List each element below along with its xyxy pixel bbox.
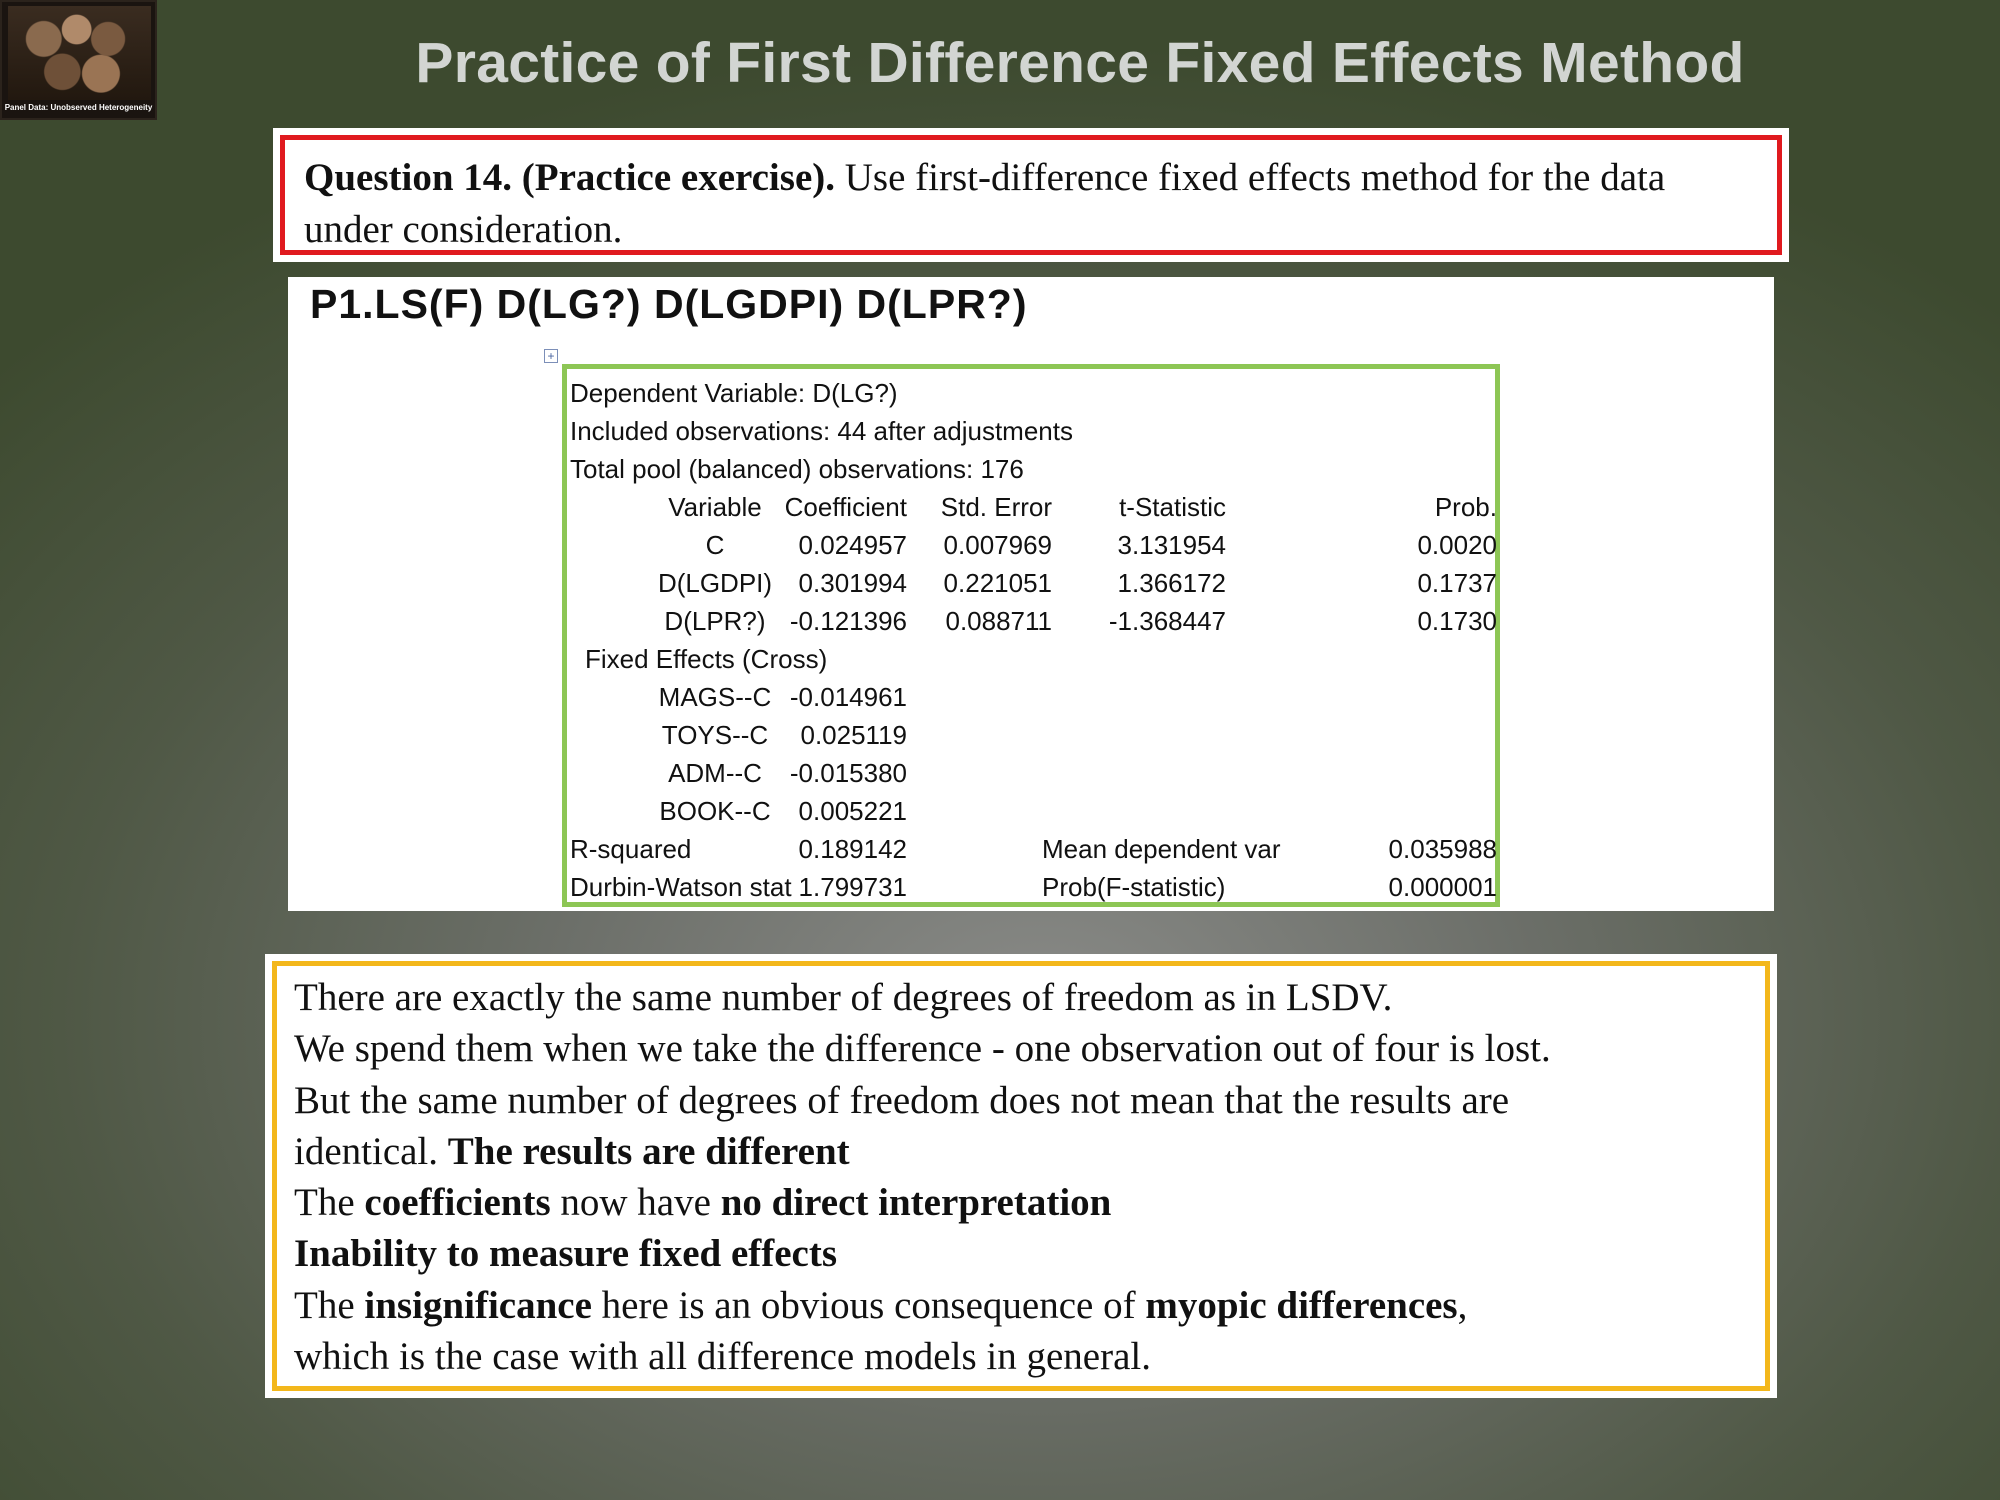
- row-tstat: -1.368447: [1108, 606, 1226, 636]
- results-table: [562, 364, 1500, 907]
- course-logo: [0, 0, 157, 120]
- row-tstat: 3.131954: [1117, 530, 1226, 560]
- row-stderr: 0.221051: [943, 568, 1052, 598]
- dependent-variable: Dependent Variable: D(LG?): [570, 378, 898, 408]
- total-observations: Total pool (balanced) observations: 176: [570, 454, 1024, 484]
- notes-box: [265, 954, 1777, 1398]
- note-emphasis: The results are different: [447, 1129, 850, 1173]
- row-tstat: 1.366172: [1117, 568, 1226, 598]
- note-line: [294, 1177, 1745, 1228]
- row-prob: 0.1730: [1417, 606, 1497, 636]
- note-emphasis: insignificance: [364, 1283, 592, 1327]
- row-coefficient: 0.301994: [798, 568, 907, 598]
- note-line: We spend them when we take the difference - one observation out of four is lost.: [294, 1027, 1551, 1071]
- row-variable: D(LGDPI): [657, 568, 773, 598]
- note-line: [294, 1126, 1745, 1177]
- note-text: The: [294, 1181, 365, 1225]
- note-text: identical.: [294, 1129, 448, 1173]
- note-line: which is the case with all difference models in general.: [294, 1335, 1151, 1379]
- note-text: The: [294, 1283, 365, 1327]
- note-text: now have: [550, 1181, 721, 1225]
- note-line: [294, 1228, 1745, 1279]
- fixed-effect-name: BOOK--C: [659, 796, 771, 826]
- included-observations: Included observations: 44 after adjustments: [570, 416, 1073, 446]
- stat-label: R-squared: [570, 834, 692, 864]
- note-text: ,: [1457, 1283, 1468, 1327]
- note-line: There are exactly the same number of degrees of freedom as in LSDV.: [294, 976, 1393, 1019]
- logo-photo: [8, 6, 151, 100]
- stat-value: 0.000001: [1388, 872, 1497, 902]
- note-emphasis: no direct interpretation: [720, 1181, 1112, 1225]
- regression-output-panel: [288, 277, 1774, 911]
- notes-text: [272, 961, 1770, 1391]
- row-coefficient: -0.121396: [789, 606, 907, 636]
- fixed-effect-value: 0.025119: [800, 720, 907, 750]
- question-box: [273, 128, 1789, 262]
- fixed-effect-value: -0.014961: [789, 682, 907, 712]
- note-emphasis: myopic differences: [1145, 1283, 1458, 1327]
- fixed-effect-name: ADM--C: [668, 758, 762, 788]
- row-prob: 0.1737: [1417, 568, 1497, 598]
- row-coefficient: 0.024957: [798, 530, 907, 560]
- logo-caption: Panel Data: Unobserved Heterogeneity: [4, 103, 153, 112]
- estimation-command: P1.LS(F) D(LG?) D(LGDPI) D(LPR?): [310, 281, 1028, 327]
- stat-value: 1.799731: [798, 872, 907, 902]
- header-prob: Prob.: [1434, 492, 1497, 522]
- stat-value: 0.035988: [1388, 834, 1497, 864]
- header-coefficient: Coefficient: [784, 492, 907, 522]
- row-prob: 0.0020: [1417, 530, 1497, 560]
- question-body: Use first-difference fixed effects method for the data under consideration.: [304, 156, 1666, 251]
- fixed-effect-name: TOYS--C: [661, 720, 769, 750]
- header-stderr: Std. Error: [940, 492, 1052, 522]
- row-stderr: 0.088711: [945, 606, 1052, 636]
- stat-label: Prob(F-statistic): [1042, 872, 1226, 902]
- row-variable: D(LPR?): [664, 606, 766, 636]
- row-variable: C: [705, 530, 725, 560]
- stat-value: 0.189142: [798, 834, 907, 864]
- question-label: Question 14. (Practice exercise).: [304, 156, 835, 199]
- note-text: here is an obvious consequence of: [591, 1283, 1146, 1327]
- header-tstat: t-Statistic: [1119, 492, 1226, 522]
- slide-title: Practice of First Difference Fixed Effects Method: [415, 31, 1745, 95]
- stat-label: Mean dependent var: [1042, 834, 1281, 864]
- note-line: [294, 1280, 1745, 1331]
- row-stderr: 0.007969: [943, 530, 1052, 560]
- note-emphasis: Inability to measure fixed effects: [294, 1232, 838, 1276]
- question-text: [280, 135, 1782, 255]
- fixed-effect-value: -0.015380: [789, 758, 907, 788]
- fixed-effect-name: MAGS--C: [658, 682, 772, 712]
- table-move-handle-icon[interactable]: +: [544, 349, 558, 363]
- note-emphasis: coefficients: [364, 1181, 551, 1225]
- fixed-effect-value: 0.005221: [798, 796, 907, 826]
- stat-label: Durbin-Watson stat: [570, 872, 792, 902]
- header-variable: Variable: [668, 492, 762, 522]
- fixed-effects-label: Fixed Effects (Cross): [585, 644, 828, 674]
- note-line: But the same number of degrees of freedom does not mean that the results are: [294, 1078, 1510, 1122]
